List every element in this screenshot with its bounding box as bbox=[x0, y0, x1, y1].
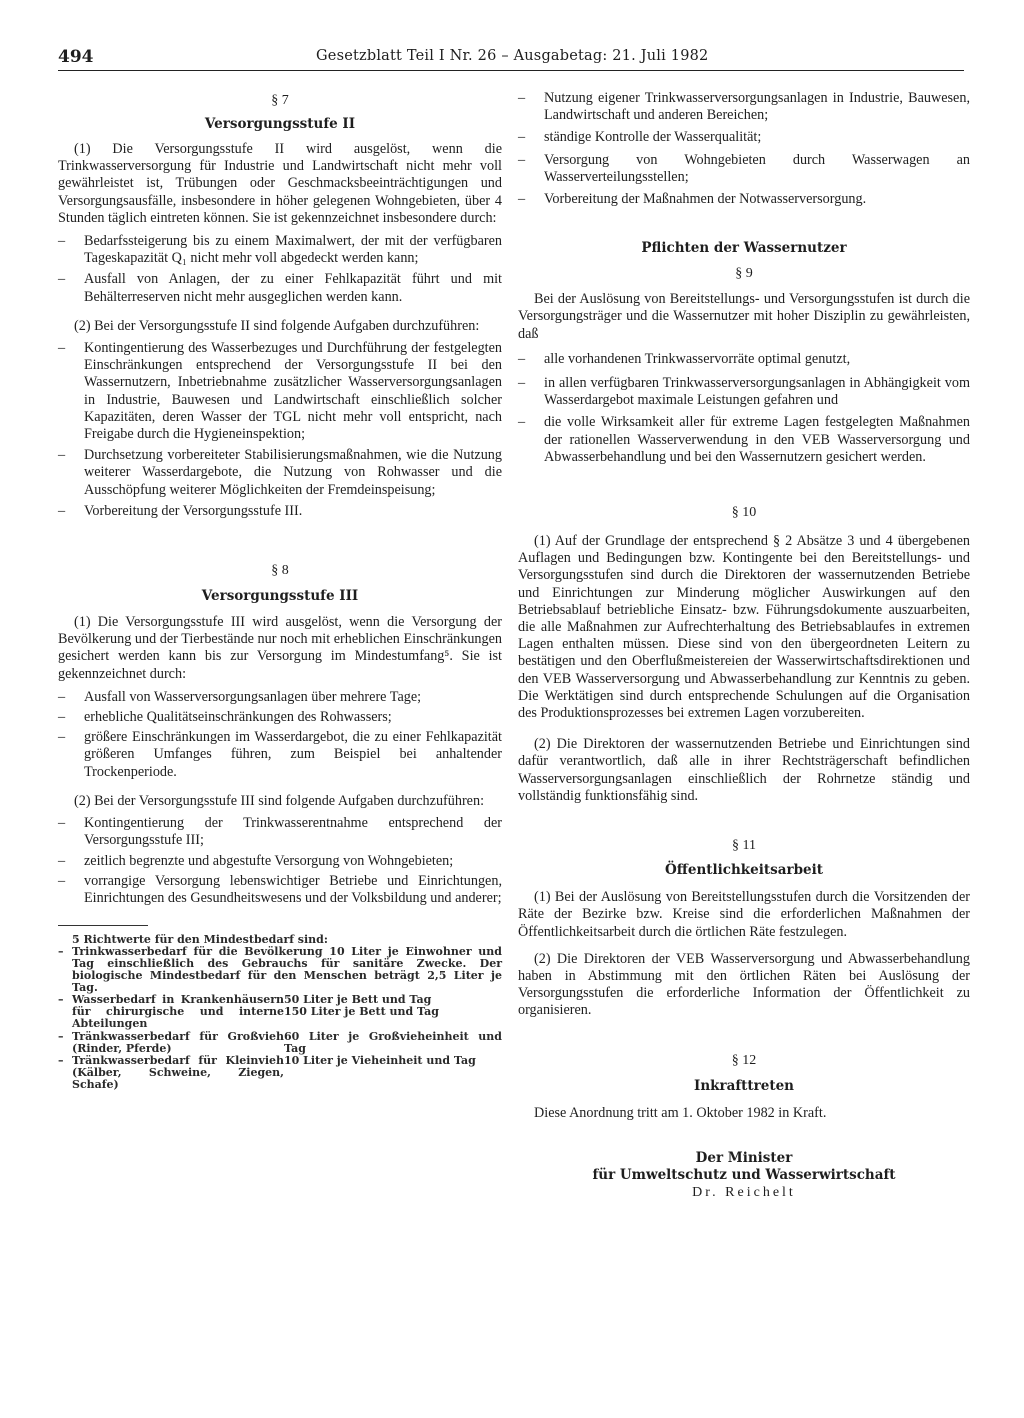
section-11-heading: Öffentlichkeitsarbeit bbox=[665, 862, 823, 879]
signature-office: für Umweltschutz und Wasserwirtschaft bbox=[592, 1166, 896, 1183]
section-12-number: § 12 bbox=[731, 1052, 757, 1068]
section-8-paragraph-2: (2) Bei der Versorgungsstufe III sind folgende Aufgaben durchzuführen: bbox=[74, 792, 485, 809]
list-item: – Nutzung eigener Trinkwasserversorgungsanlagen in Industrie, Bauwesen, Landwirtschaft und anderen Bereichen; bbox=[518, 90, 970, 124]
section-12-paragraph: Diese Anordnung tritt am 1. Oktober 1982 in Kraft. bbox=[534, 1104, 827, 1121]
section-10-paragraph-1: (1) Auf der Grundlage der entsprechend § 2 Absätze 3 und 4 übergebenen Auflagen und Bedingungen bzw. Kontingente bei den Bereitstellungs- und Versorgungsstufen sind durch die Direktoren der wassernutzenden Betriebe und Einrichtungen zur Minderung möglicher Auswirkungen auf den Betriebsablauf betriebliche Einsatz- bzw. Führungsdokumente auszuarbeiten, die alle Maßnahmen zur Aufrechterhaltung des Betriebsablaufes in extremen Lagen enthalten müssen. Diese sind von den übergeordneten Leitern zu bestätigen und den Oberflußmeistereien der Wasserwirtschaftsdirektionen und den VEB Wasserversorgung und Abwasserbehandlung zur Kenntnis zu geben. Die Werktätigen sind durch entsprechende Schulungen auf die Organisation des Produktionsprozesses bei extremen Lagen vorzubereiten. bbox=[518, 533, 970, 722]
list-item: – Ausfall von Anlagen, der zu einer Fehlkapazität führt und mit Behälterreserven nicht mehr ausgeglichen werden kann. bbox=[58, 271, 502, 305]
list-item: – Ausfall von Wasserversorgungsanlagen über mehrere Tage; bbox=[58, 688, 422, 705]
footnote-line: – Trinkwasserbedarf für die Bevölkerung 10 Liter je Einwohner und Tag einschließlich des Gebrauchs für sanitäre Zwecke. Der biologische Mindestbedarf für den Menschen beträgt 2,5 Liter je Tag. bbox=[58, 945, 502, 995]
footnote bbox=[58, 934, 502, 1091]
section-7-heading: Versorgungsstufe II bbox=[204, 116, 356, 132]
section-8-list-1 bbox=[58, 689, 502, 781]
section-9-number: § 9 bbox=[735, 266, 753, 282]
section-7-paragraph-1: (1) Die Versorgungsstufe II wird ausgelöst, wenn die Trinkwasserversorgung für Industrie und Landwirtschaft nicht mehr voll gewährleistet ist, Trübungen oder Geschmacksbeeinträchtigungen und Versorgungsausfälle, insbesondere in höher gelegenen Wohngebieten, über 4 Stunden täglich eintreten können. Sie ist gekennzeichnet insbesondere durch: bbox=[58, 141, 502, 226]
right-column bbox=[518, 90, 970, 1201]
continued-task-list bbox=[518, 90, 970, 208]
footnote-row: – Tränkwasserbedarf für Kleinvieh (Kälber, Schweine, Ziegen, Schafe) 10 Liter je Vieheinheit und Tag bbox=[58, 1054, 476, 1092]
list-item: – ständige Kontrolle der Wasserqualität; bbox=[518, 129, 762, 146]
section-7-number: § 7 bbox=[271, 93, 289, 108]
section-7-list-1 bbox=[58, 233, 502, 306]
footnote-title: 5 Richtwerte für den Mindestbedarf sind: bbox=[72, 933, 328, 947]
page-header bbox=[58, 46, 964, 71]
list-item: – Vorbereitung der Maßnahmen der Notwasserversorgung. bbox=[518, 191, 867, 208]
section-10-number: § 10 bbox=[731, 505, 757, 521]
signature-title: Der Minister bbox=[695, 1149, 793, 1166]
list-item: – die volle Wirksamkeit aller für extreme Lagen festgelegten Maßnahmen der rationellen Wasserverwendung in den VEB Wasserversorgung und Abwasserbehandlung und bei den Wassernutzern gesichert werden. bbox=[518, 414, 970, 465]
section-8-list-2 bbox=[58, 815, 502, 907]
list-item: – Versorgung von Wohngebieten durch Wasserwagen an Wasserverteilungsstellen; bbox=[518, 151, 970, 185]
list-item: – vorrangige Versorgung lebenswichtiger Betriebe und Einrichtungen, Einrichtungen des Gesundheitswesens und der Volksbildung und anderer; bbox=[58, 872, 502, 906]
list-item: – alle vorhandenen Trinkwasservorräte optimal genutzt, bbox=[518, 350, 851, 367]
list-item: – zeitlich begrenzte und abgestufte Versorgung von Wohngebieten; bbox=[58, 852, 454, 869]
list-item: – größere Einschränkungen im Wasserdargebot, die zu einer Fehlkapazität größeren Umfanges führen, zum Beispiel bei anhaltender Trockenperiode. bbox=[58, 729, 502, 780]
list-item: – erhebliche Qualitätseinschränkungen des Rohwassers; bbox=[58, 709, 392, 726]
section-9-list bbox=[518, 351, 970, 466]
section-7-list-2 bbox=[58, 340, 502, 520]
section-8-heading: Versorgungsstufe III bbox=[201, 588, 359, 605]
section-12-heading: Inkrafttreten bbox=[694, 1077, 794, 1094]
signature-name: Dr. Reichelt bbox=[692, 1184, 796, 1200]
list-item: – in allen verfügbaren Trinkwasserversorgungsanlagen in Abhängigkeit vom Wasserdargebot maximale Leistungen gefahren und bbox=[518, 375, 970, 409]
footnote-row: 150 Liter je Bett und Tag bbox=[284, 1005, 439, 1019]
section-8-number: § 8 bbox=[271, 563, 289, 579]
footnote-row: – Tränkwasserbedarf für Großvieh (Rinder, Pferde) 60 Liter je Großvieheinheit und Tag bbox=[58, 1030, 502, 1056]
running-title: Gesetzblatt Teil I Nr. 26 – Ausgabetag: 21. Juli 1982 bbox=[316, 48, 709, 64]
section-8-paragraph-1: (1) Die Versorgungsstufe III wird ausgelöst, wenn die Versorgung der Bevölkerung und der Tierbestände nur noch mit erheblichen Einschränkungen gesichert werden kann bis zur Versorgung im Mindestumfang⁵. Sie ist gekennzeichnet durch: bbox=[58, 614, 502, 682]
section-10-paragraph-2: (2) Die Direktoren der wassernutzenden Betriebe und Einrichtungen sind dafür verantwortlich, daß alle in ihrer Rechtsträgerschaft befindlichen Wasserversorgungsanlagen einschließlich der Rohrnetze ständig und vollständig funktionsfähig sind. bbox=[518, 736, 970, 804]
list-item: – Kontingentierung des Wasserbezuges und Durchführung der festgelegten Einschränkungen entsprechend der Versorgungsstufe II bei den Wassernutzern, Inbetriebnahme zusätzlicher Wasserversorgungsanlagen in Industrie, Bauwesen und Landwirtschaft einschließlich solcher Kapazitäten, deren Wasser der TGL nicht mehr voll entspricht, nach Freigabe durch die Hygieneinspektion; bbox=[58, 340, 502, 443]
section-11-paragraph-1: (1) Bei der Auslösung von Bereitstellungsstufen durch die Vorsitzenden der Räte der Bezirke bzw. Kreise sind die erforderlichen Maßnahmen der Öffentlichkeitsarbeit durch die örtlichen Räte festzulegen. bbox=[518, 889, 970, 940]
list-item: – Bedarfssteigerung bis zu einem Maximalwert, der mit der verfügbaren Tageskapazität Q₁ nicht mehr voll abgedeckt werden kann; bbox=[58, 233, 502, 267]
section-9-title: Pflichten der Wassernutzer bbox=[641, 240, 847, 257]
footnote-row: – Wasserbedarf in Krankenhäusern für chirurgische und interne Abteilungen 50 Liter je Bett und Tag bbox=[58, 993, 432, 1031]
list-item: – Kontingentierung der Trinkwasserentnahme entsprechend der Versorgungsstufe III; bbox=[58, 815, 502, 849]
list-item: – Vorbereitung der Versorgungsstufe III. bbox=[58, 502, 303, 519]
section-11-number: § 11 bbox=[732, 838, 756, 854]
section-7-paragraph-2: (2) Bei der Versorgungsstufe II sind folgende Aufgaben durchzuführen: bbox=[74, 317, 480, 334]
left-column bbox=[58, 92, 502, 1091]
list-item: – Durchsetzung vorbereiteter Stabilisierungsmaßnahmen, wie die Nutzung weiterer Wasserdargebote, die Nutzung von Rohwasser und die Ausschöpfung weiterer Möglichkeiten der Fremdeinspeisung; bbox=[58, 447, 502, 498]
page-number: 494 bbox=[58, 47, 94, 67]
section-9-paragraph: Bei der Auslösung von Bereitstellungs- und Versorgungsstufen ist durch die Versorgungsträger und die Wassernutzer mit hoher Disziplin zu gewährleisten, daß bbox=[518, 291, 970, 342]
section-11-paragraph-2: (2) Die Direktoren der VEB Wasserversorgung und Abwasserbehandlung haben in Abstimmung mit den örtlichen Räten bei Auslösung der Versorgungsstufen die erforderliche Information der Öffentlichkeit zu organisieren. bbox=[518, 950, 970, 1019]
footnote-rule bbox=[58, 925, 148, 926]
